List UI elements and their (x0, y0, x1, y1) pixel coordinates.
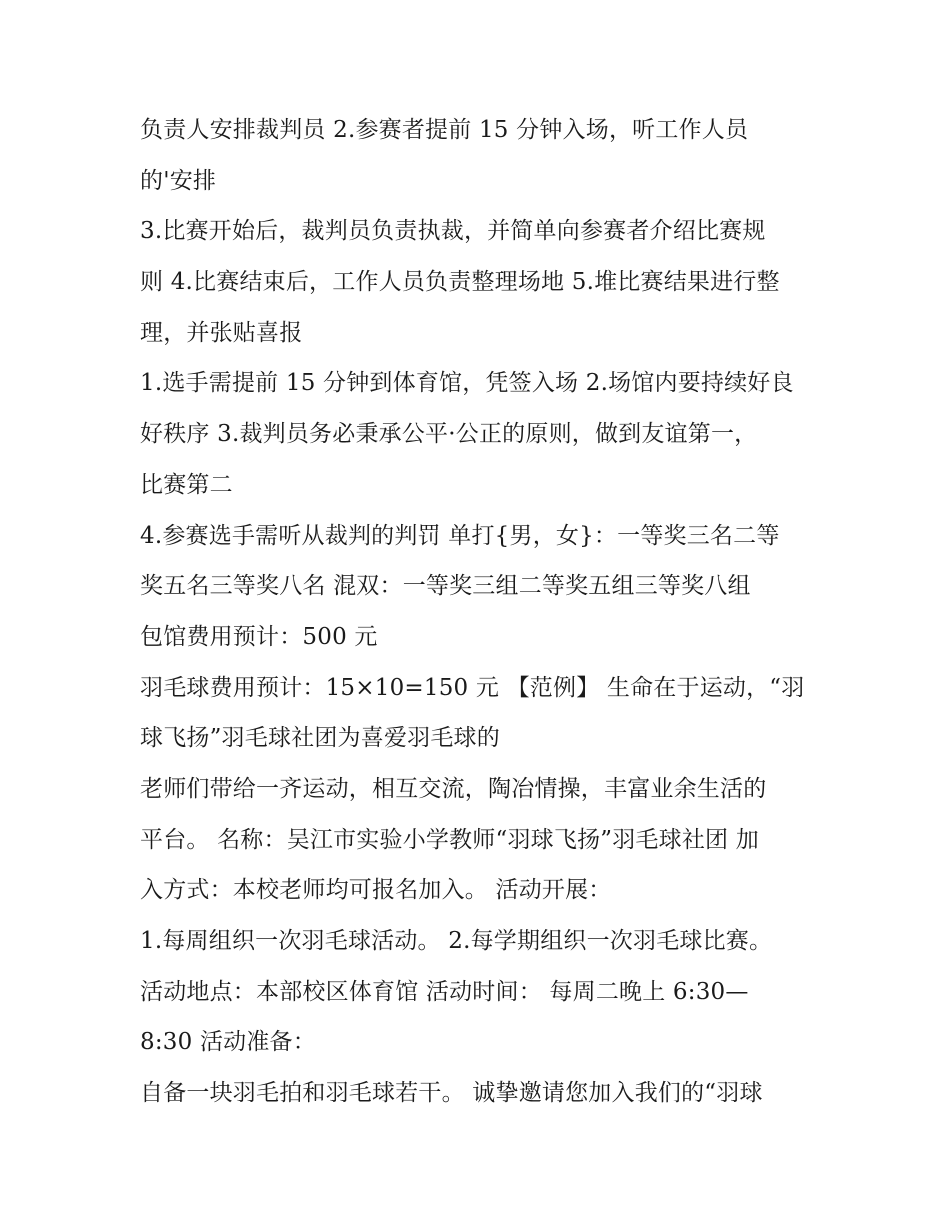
text-line: 老师们带给一齐运动，相互交流，陶冶情操，丰富业余生活的 (140, 775, 767, 802)
text-line: 则 4.比赛结束后，工作人员负责整理场地 5.堆比赛结果进行整 (140, 269, 780, 296)
text-line: 球飞扬”羽毛球社团为喜爱羽毛球的 (140, 725, 500, 752)
text-line: 羽毛球费用预计：15×10=150 元 【范例】 生命在于运动，“羽 (140, 674, 805, 701)
text-line: 的'安排 (140, 167, 217, 194)
text-line: 奖五名三等奖八名 混双：一等奖三组二等奖五组三等奖八组 (140, 573, 751, 600)
text-line: 1.每周组织一次羽毛球活动。 2.每学期组织一次羽毛球比赛。 (140, 928, 773, 954)
text-line: 负责人安排裁判员 2.参赛者提前 15 分钟入场，听工作人员 (140, 117, 749, 143)
text-line: 1.选手需提前 15 分钟到体育馆，凭签入场 2.场馆内要持续好良 (140, 370, 794, 397)
text-line: 理，并张贴喜报 (140, 319, 303, 346)
text-line: 平台。 名称：吴江市实验小学教师“羽球飞扬”羽毛球社团 加 (140, 826, 759, 853)
text-line: 入方式：本校老师均可报名加入。 活动开展： (140, 877, 612, 904)
text-line: 8:30 活动准备： (140, 1029, 316, 1056)
text-line: 4.参赛选手需听从裁判的判罚 单打{男，女}：一等奖三名二等 (140, 522, 780, 549)
text-line: 活动地点：本部校区体育馆 活动时间： 每周二晚上 6:30— (140, 978, 749, 1005)
text-line: 包馆费用预计：500 元 (140, 623, 378, 650)
document-body (140, 105, 840, 1119)
text-line: 自备一块羽毛拍和羽毛球若干。 诚挚邀请您加入我们的“羽球 (140, 1080, 763, 1107)
text-line: 3.比赛开始后，裁判员负责执裁，并简单向参赛者介绍比赛规 (140, 218, 766, 245)
text-line: 比赛第二 (140, 471, 233, 498)
text-line: 好秩序 3.裁判员务必秉承公平·公正的原则，做到友谊第一， (140, 421, 758, 448)
